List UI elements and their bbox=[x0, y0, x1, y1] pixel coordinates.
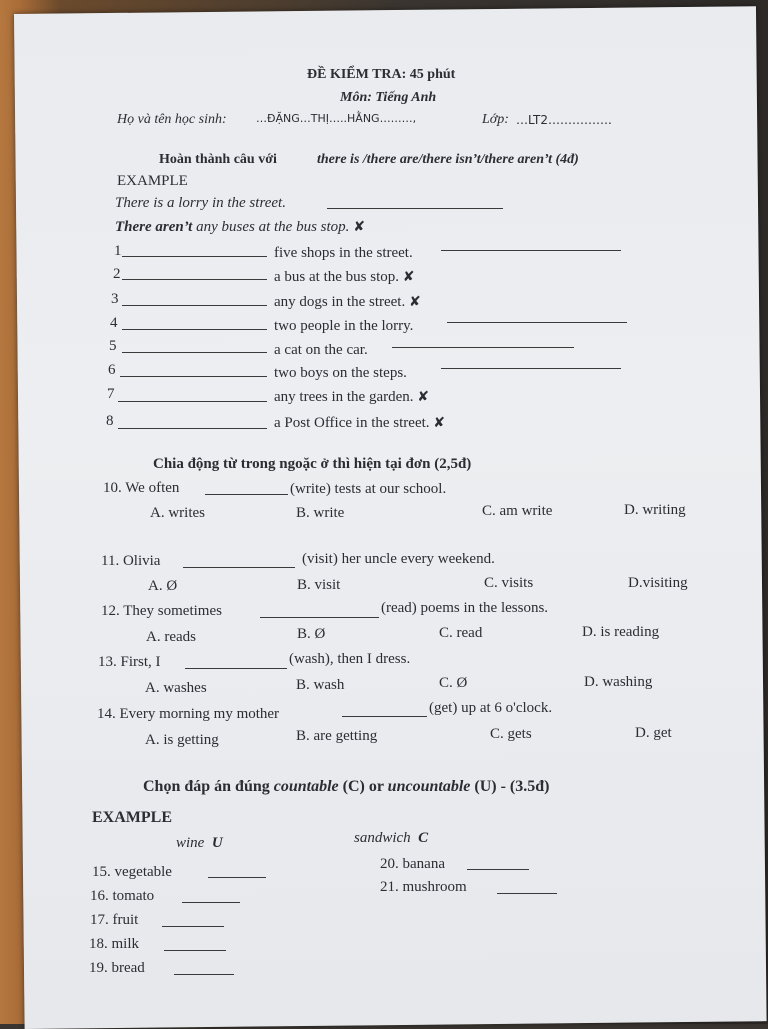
cross-icon: ✘ bbox=[402, 269, 415, 285]
noun-item: 16. tomato bbox=[90, 888, 155, 904]
answer-blank[interactable] bbox=[342, 716, 427, 717]
item-number: 2 bbox=[113, 266, 121, 282]
section1-terms: there is /there are/there isn’t/there aren’t (4đ) bbox=[317, 152, 579, 167]
student-name-field[interactable]: …ĐẶNG…THỊ…..HẰNG………, bbox=[256, 112, 417, 125]
example-word-2: sandwich C bbox=[354, 830, 429, 846]
class-field[interactable]: …LT2……………. bbox=[516, 113, 612, 127]
item-text: two people in the lorry. bbox=[274, 318, 414, 334]
example-sentence-2 bbox=[115, 218, 365, 236]
option-a[interactable]: A. washes bbox=[145, 680, 207, 696]
item-number: 8 bbox=[106, 413, 114, 429]
answer-blank[interactable] bbox=[260, 617, 379, 618]
option-b[interactable]: B. Ø bbox=[297, 626, 326, 642]
answer-blank[interactable] bbox=[205, 494, 288, 495]
option-a[interactable]: A. is getting bbox=[145, 732, 219, 748]
answer-blank[interactable] bbox=[467, 869, 529, 870]
answer-blank[interactable] bbox=[122, 305, 267, 306]
answer-blank[interactable] bbox=[185, 668, 287, 669]
answer-blank[interactable] bbox=[164, 950, 226, 951]
answer-blank[interactable] bbox=[497, 893, 557, 894]
cross-icon: ✘ bbox=[353, 219, 365, 235]
student-name-label: Họ và tên học sinh: bbox=[117, 112, 227, 127]
item-number: 5 bbox=[109, 338, 117, 354]
option-b[interactable]: B. write bbox=[296, 505, 345, 521]
answer-blank[interactable] bbox=[182, 902, 240, 903]
item-number: 3 bbox=[111, 291, 119, 307]
answer-blank[interactable] bbox=[183, 567, 295, 568]
example-sentence-1: There is a lorry in the street. bbox=[115, 195, 286, 211]
item-text: a Post Office in the street. ✘ bbox=[274, 415, 445, 431]
answer-line[interactable] bbox=[392, 347, 574, 348]
answer-blank[interactable] bbox=[162, 926, 224, 927]
answer-blank[interactable] bbox=[118, 401, 267, 402]
option-b[interactable]: B. wash bbox=[296, 677, 345, 693]
section1-example-label: EXAMPLE bbox=[117, 173, 188, 189]
section3-example-label: EXAMPLE bbox=[92, 809, 172, 826]
noun-item: 21. mushroom bbox=[380, 879, 467, 895]
option-c[interactable]: C. read bbox=[439, 625, 483, 641]
example-rest: any buses at the bus stop. bbox=[192, 219, 350, 235]
answer-blank[interactable] bbox=[122, 256, 267, 257]
class-label: Lớp: bbox=[482, 112, 509, 127]
option-a[interactable]: A. Ø bbox=[148, 578, 178, 594]
option-d[interactable]: D. get bbox=[635, 725, 672, 741]
section3-title: Chọn đáp án đúng countable (C) or uncountable (U) - (3.5đ) bbox=[143, 778, 550, 795]
answer-blank[interactable] bbox=[118, 428, 267, 429]
option-d[interactable]: D. washing bbox=[584, 674, 653, 690]
example-word-1: wine U bbox=[176, 835, 223, 851]
question-stem-rest: (wash), then I dress. bbox=[289, 651, 411, 667]
answer-line[interactable] bbox=[441, 368, 621, 369]
option-c[interactable]: C. Ø bbox=[439, 675, 468, 691]
cross-icon: ✘ bbox=[408, 294, 421, 310]
answer-line[interactable] bbox=[447, 322, 627, 323]
option-c[interactable]: C. gets bbox=[490, 726, 532, 742]
item-number: 4 bbox=[110, 315, 118, 331]
cross-icon: ✘ bbox=[417, 389, 430, 405]
option-c[interactable]: C. am write bbox=[482, 503, 553, 519]
option-d[interactable]: D. is reading bbox=[582, 624, 660, 640]
option-a[interactable]: A. reads bbox=[146, 629, 196, 645]
item-text: a bus at the bus stop. ✘ bbox=[274, 269, 415, 285]
noun-item: 18. milk bbox=[89, 936, 140, 952]
option-d[interactable]: D.visiting bbox=[628, 575, 688, 591]
item-number: 6 bbox=[108, 362, 116, 378]
question-stem: 10. We often bbox=[103, 480, 180, 496]
noun-item: 17. fruit bbox=[90, 912, 139, 928]
option-b[interactable]: B. are getting bbox=[296, 728, 378, 744]
item-text: five shops in the street. bbox=[274, 245, 413, 261]
item-text: a cat on the car. bbox=[274, 342, 368, 358]
question-stem: 12. They sometimes bbox=[101, 603, 222, 619]
question-stem: 11. Olivia bbox=[101, 553, 161, 569]
noun-item: 19. bread bbox=[89, 960, 145, 976]
answer-blank[interactable] bbox=[122, 352, 267, 353]
option-b[interactable]: B. visit bbox=[297, 577, 341, 593]
answer-blank[interactable] bbox=[122, 329, 267, 330]
example-answer: There aren’t bbox=[115, 219, 193, 235]
test-title: ĐỀ KIỂM TRA: 45 phút bbox=[307, 67, 456, 82]
cross-icon: ✘ bbox=[433, 415, 445, 431]
question-stem-rest: (visit) her uncle every weekend. bbox=[302, 551, 495, 567]
item-text: any dogs in the street. ✘ bbox=[274, 294, 421, 310]
option-c[interactable]: C. visits bbox=[484, 575, 534, 591]
answer-line[interactable] bbox=[327, 208, 503, 209]
section2-title: Chia động từ trong ngoặc ở thì hiện tại đơn (2,5đ) bbox=[153, 456, 472, 472]
question-stem-rest: (write) tests at our school. bbox=[290, 481, 447, 497]
answer-blank[interactable] bbox=[208, 877, 266, 878]
question-stem: 14. Every morning my mother bbox=[97, 706, 280, 722]
item-text: any trees in the garden. ✘ bbox=[274, 389, 430, 405]
subject: Môn: Tiếng Anh bbox=[340, 90, 437, 105]
option-d[interactable]: D. writing bbox=[624, 502, 686, 518]
noun-item: 20. banana bbox=[380, 856, 445, 872]
item-number: 1 bbox=[114, 243, 122, 259]
section1-title: Hoàn thành câu với bbox=[159, 152, 277, 167]
item-number: 7 bbox=[107, 386, 115, 402]
item-text: two boys on the steps. bbox=[274, 365, 407, 381]
answer-blank[interactable] bbox=[120, 376, 267, 377]
noun-item: 15. vegetable bbox=[92, 864, 172, 880]
option-a[interactable]: A. writes bbox=[150, 505, 205, 521]
question-stem-rest: (get) up at 6 o'clock. bbox=[429, 700, 553, 716]
answer-blank[interactable] bbox=[174, 974, 234, 975]
answer-blank[interactable] bbox=[122, 279, 267, 280]
question-stem: 13. First, I bbox=[98, 654, 161, 670]
answer-line[interactable] bbox=[441, 250, 621, 251]
question-stem-rest: (read) poems in the lessons. bbox=[381, 600, 549, 616]
